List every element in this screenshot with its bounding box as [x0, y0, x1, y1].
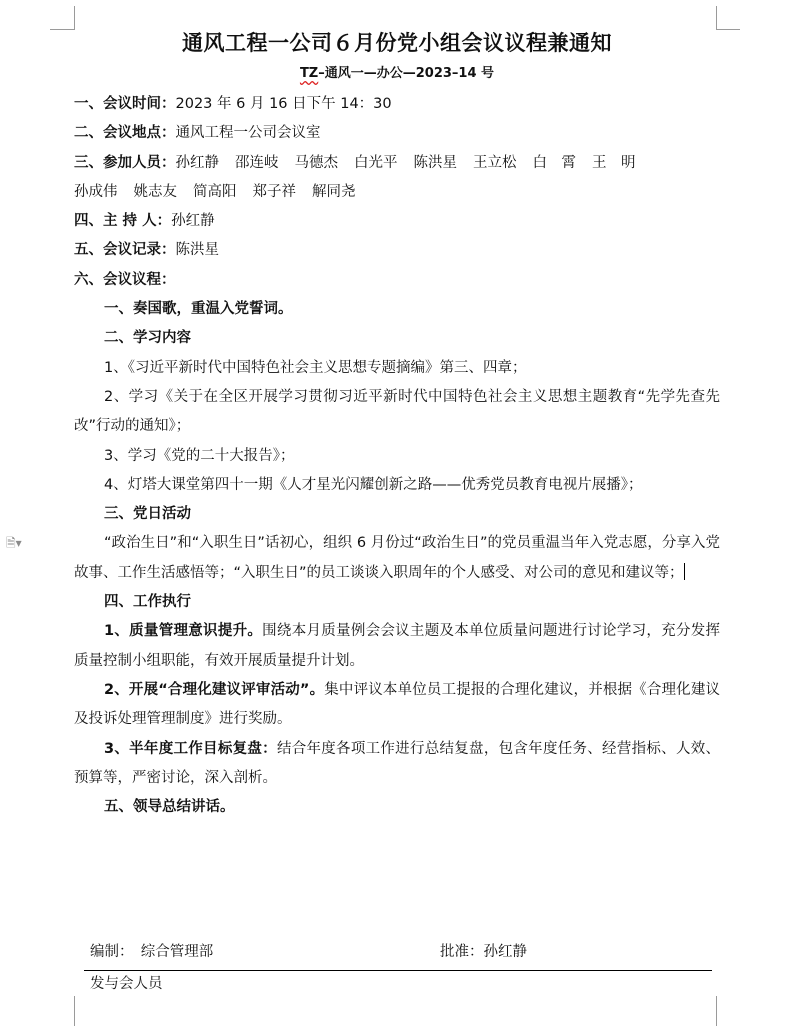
agenda-section-2: 二、学习内容: [104, 330, 191, 347]
study-item-4: 4、灯塔大课堂第四十一期《人才星光闪耀创新之路——优秀党员教育电视片展播》；: [104, 476, 643, 493]
meeting-recorder: 五、会议记录：陈洪星: [74, 242, 219, 259]
study-item-2: 2、学习《关于在全区开展学习贯彻习近平新时代中国特色社会主义思想主题教育“先学先查先改”行动的通知》；: [74, 388, 720, 435]
attendees-row-2: 孙成伟 姚志友 简高阳 郑子祥 解同尧: [74, 183, 356, 200]
compiler: 编制： 综合管理部: [90, 944, 214, 960]
distribution: 发与会人员: [90, 976, 163, 992]
crop-mark-bl-v: [74, 996, 75, 1026]
meeting-place: 二、会议地点：通风工程一公司会议室: [74, 125, 321, 142]
study-item-1: 1、《习近平新时代中国特色社会主义思想专题摘编》第三、四章；: [104, 359, 527, 376]
doc-no-prefix: TZ: [299, 66, 319, 81]
work-item-3: 3、半年度工作目标复盘：结合年度各项工作进行总结复盘，包含年度任务、经营指标、人效、预算等，严密讨论，深入剖析。: [74, 740, 721, 786]
document-number: [74, 62, 720, 86]
crop-mark-tl-h: [50, 29, 74, 30]
agenda-section-4: 四、工作执行: [104, 594, 191, 611]
crop-mark-tr-v: [716, 6, 717, 30]
crop-mark-br-v: [716, 996, 717, 1026]
approver: 批准：孙红静: [440, 944, 527, 960]
meeting-time: 一、会议时间：2023 年 6 月 16 日下午 14：30: [74, 96, 392, 112]
document-body: [74, 90, 720, 822]
agenda-section-3: 三、党日活动: [104, 506, 191, 523]
attendees-row-1: 三、参加人员：孙红静 邵连岐 马德杰 白光平 陈洪星 王立松 白 霄 王 明: [74, 154, 636, 171]
agenda-section-5: 五、领导总结讲话。: [104, 799, 235, 816]
crop-mark-tl-v: [74, 6, 75, 30]
footer-divider: [84, 970, 712, 971]
study-item-3: 3、学习《党的二十大报告》；: [104, 447, 295, 464]
text-cursor: [684, 563, 685, 580]
agenda-heading: 六、会议议程：: [74, 271, 176, 288]
paragraph-options-icon[interactable]: 🗎▾: [6, 536, 22, 550]
doc-no-rest: –通风一—办公—2023–14 号: [318, 66, 495, 81]
agenda-section-1: 一、奏国歌，重温入党誓词。: [104, 301, 293, 318]
document-title: 通风工程一公司６月份党小组会议议程兼通知: [182, 31, 612, 55]
work-item-1: 1、质量管理意识提升。围绕本月质量例会会议主题及本单位质量问题进行讨论学习，充分发挥质量控制小组职能，有效开展质量提升计划。: [74, 623, 720, 669]
meeting-host: 四、主 持 人：孙红静: [74, 213, 215, 230]
party-day-text[interactable]: “政治生日”和“入职生日”话初心，组织 6 月份过“政治生日”的党员重温当年入党志愿，分享入党故事、工作生活感悟等；“入职生日”的员工谈谈入职周年的个人感受、对公司的意见和建议等；: [74, 535, 720, 581]
work-item-2: 2、开展“合理化建议评审活动”。集中评议本单位员工提报的合理化建议，并根据《合理化建议及投诉处理管理制度》进行奖励。: [74, 681, 720, 728]
